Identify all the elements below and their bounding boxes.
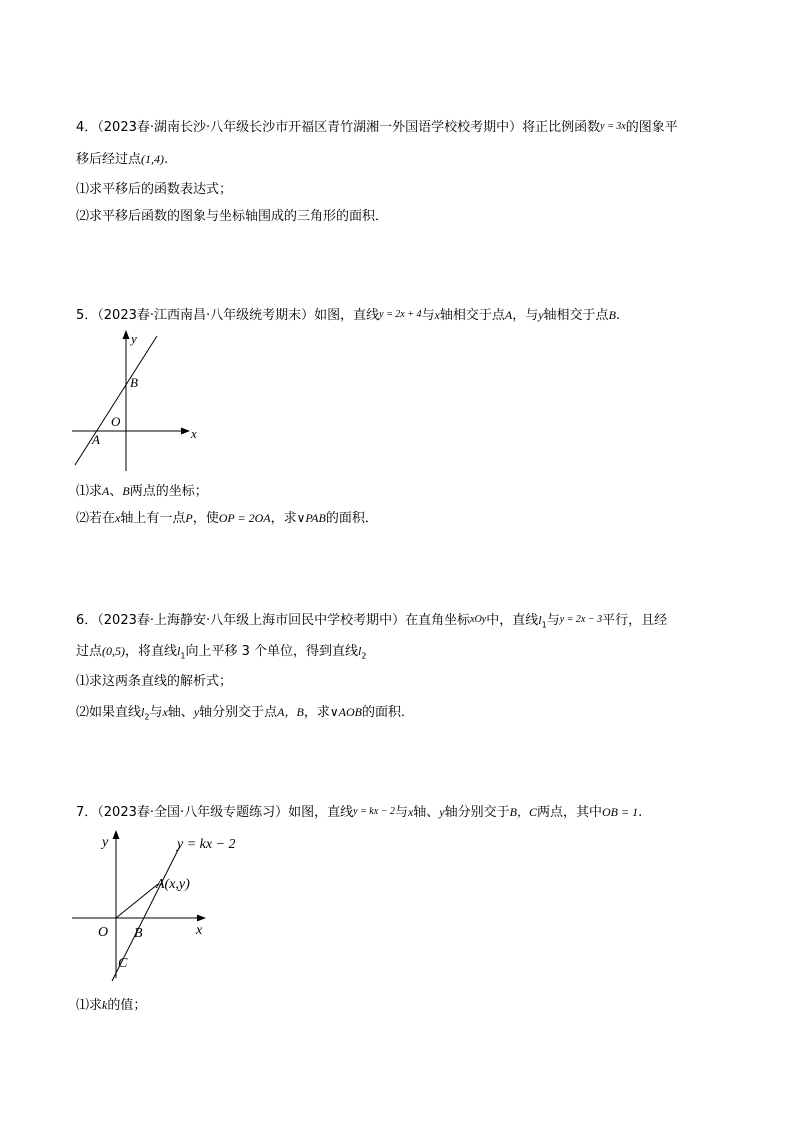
q7-text: ⑴求 xyxy=(76,998,103,1013)
q5-text: 轴上有一点 xyxy=(120,511,186,526)
q5-text: ，与 xyxy=(512,308,539,323)
q5-label-o: O xyxy=(111,414,121,429)
q4-text: . xyxy=(164,152,169,167)
q6-var: l xyxy=(538,613,542,627)
q6-triangle: ∨AOB xyxy=(329,705,362,719)
q6-text: 过点 xyxy=(76,644,103,659)
q6-text: ，将直线 xyxy=(125,644,178,659)
q7-x-arrow xyxy=(197,915,206,922)
q7-label-y: y xyxy=(102,835,109,850)
q7-segment-oa xyxy=(116,884,158,918)
q7-label-c: C xyxy=(118,956,128,971)
q4-line1 xyxy=(76,118,678,137)
q5-text: 轴相交于点 xyxy=(439,308,505,323)
q6-var: A，B xyxy=(277,705,304,719)
q5-text: . xyxy=(615,308,621,323)
q5-var: P xyxy=(185,511,193,525)
q5-label-y: y xyxy=(131,331,137,346)
q7-sub1 xyxy=(76,996,146,1015)
q5-label-x: x xyxy=(191,426,197,441)
q4-point: (1,4) xyxy=(141,152,165,166)
q6-sub2 xyxy=(76,703,414,727)
q4-function: y = 3x xyxy=(600,121,626,132)
q5-text: ⑵若在 xyxy=(76,511,116,526)
q5-equation: OP = 2OA xyxy=(218,511,271,525)
q5-var: x xyxy=(434,308,440,322)
q6-sub: 2 xyxy=(361,651,367,661)
q7-text: 与 xyxy=(394,805,408,820)
q6-text: 向上平移 3 个单位，得到直线 xyxy=(185,644,359,659)
q5-line1 xyxy=(76,306,620,325)
q7-label-a: A(x,y) xyxy=(156,877,190,892)
q6-text: ⑵如果直线 xyxy=(76,705,142,720)
q4-text: 4．（2023春·湖南长沙·八年级长沙市开福区青竹湖湘一外国语学校校考期中）将正比例函数 xyxy=(76,120,601,135)
q6-text: 轴分别交于点 xyxy=(199,705,278,720)
q4-line2 xyxy=(76,150,168,169)
q6-var: l xyxy=(358,644,362,658)
q7-equation: OB = 1 xyxy=(602,805,639,819)
q7-label-x: x xyxy=(196,923,203,938)
q5-text: ⑴求 xyxy=(76,484,103,499)
q5-text: ，使 xyxy=(192,511,219,526)
q6-line2 xyxy=(76,642,366,666)
q6-text: 平行，且经 xyxy=(602,613,668,628)
q5-text: 两点的坐标； xyxy=(129,484,208,499)
q6-sub: 1 xyxy=(180,651,186,661)
q5-x-arrow xyxy=(181,428,190,435)
q4-text: 移后经过点 xyxy=(76,152,142,167)
q5-text: ，求 xyxy=(270,511,297,526)
q6-var: l xyxy=(141,705,145,719)
q6-text: 中，直线 xyxy=(486,613,539,628)
q7-var: x xyxy=(407,805,414,819)
q5-text: 与 xyxy=(421,308,435,323)
q5-line xyxy=(75,336,157,465)
q6-point: (0,5) xyxy=(102,644,126,658)
q5-sub1 xyxy=(76,482,208,501)
q7-text: 轴、 xyxy=(413,805,440,820)
q6-text: 与 xyxy=(149,705,163,720)
q4-sub1: ⑴求平移后的函数表达式； xyxy=(76,182,233,197)
q4-text: 的图象平 xyxy=(625,120,678,135)
q5-var: B xyxy=(608,308,616,322)
q6-sub1: ⑴求这两条直线的解析式； xyxy=(76,674,233,689)
q7-var: k xyxy=(102,998,108,1012)
q6-text: 与 xyxy=(546,613,560,628)
q5-triangle: ∨PAB xyxy=(296,511,326,525)
q7-y-arrow xyxy=(113,830,120,839)
q5-var: x xyxy=(115,511,121,525)
q7-text: 两点，其中 xyxy=(536,805,602,820)
q5-var: B xyxy=(122,484,130,498)
q7-label-b: B xyxy=(134,926,143,941)
q6-var: y xyxy=(193,705,200,719)
q7-text: . xyxy=(638,805,643,820)
q5-sub2 xyxy=(76,509,378,528)
q6-text: 轴、 xyxy=(167,705,194,720)
q6-line1 xyxy=(76,611,667,635)
q7-figure xyxy=(68,826,250,986)
q5-function: y = 2x + 4 xyxy=(379,309,422,320)
q5-text: 轴相交于点 xyxy=(543,308,609,323)
q7-label-func: y = kx − 2 xyxy=(177,837,236,852)
q5-text: 的面积． xyxy=(325,511,378,526)
q5-text: 、 xyxy=(109,484,123,499)
q7-label-o: O xyxy=(98,925,109,940)
q7-var: y xyxy=(439,805,445,819)
q6-sub: 1 xyxy=(541,620,547,630)
q5-y-arrow xyxy=(123,330,130,339)
q7-var: B，C xyxy=(509,805,537,819)
q6-text: ，求 xyxy=(303,705,330,720)
q7-text: 的值； xyxy=(107,998,147,1013)
q5-var: A xyxy=(102,484,110,498)
q6-coord: xOy xyxy=(470,614,487,625)
q6-function: y = 2x − 3 xyxy=(559,614,603,625)
q4-sub2: ⑵求平移后函数的图象与坐标轴围成的三角形的面积． xyxy=(76,209,389,224)
q6-var: l xyxy=(177,644,181,658)
q6-var: x xyxy=(162,705,168,719)
q5-label-a: A xyxy=(92,432,100,447)
q5-text: 5．（2023春·江西南昌·八年级统考期末）如图，直线 xyxy=(76,308,380,323)
q7-text: 7．（2023春·全国·八年级专题练习）如图，直线 xyxy=(76,805,354,820)
q7-text: 轴分别交于 xyxy=(444,805,510,820)
q7-line1 xyxy=(76,803,642,822)
q6-text: 的面积． xyxy=(361,705,414,720)
q7-function: y = kx − 2 xyxy=(353,806,395,817)
q6-sub: 2 xyxy=(144,712,150,722)
q6-text: 6．（2023春·上海静安·八年级上海市回民中学校考期中）在直角坐标 xyxy=(76,613,471,628)
q5-var: A xyxy=(504,308,513,322)
q5-var: y xyxy=(538,308,544,322)
q5-label-b: B xyxy=(130,375,138,390)
q5-figure xyxy=(66,328,206,474)
